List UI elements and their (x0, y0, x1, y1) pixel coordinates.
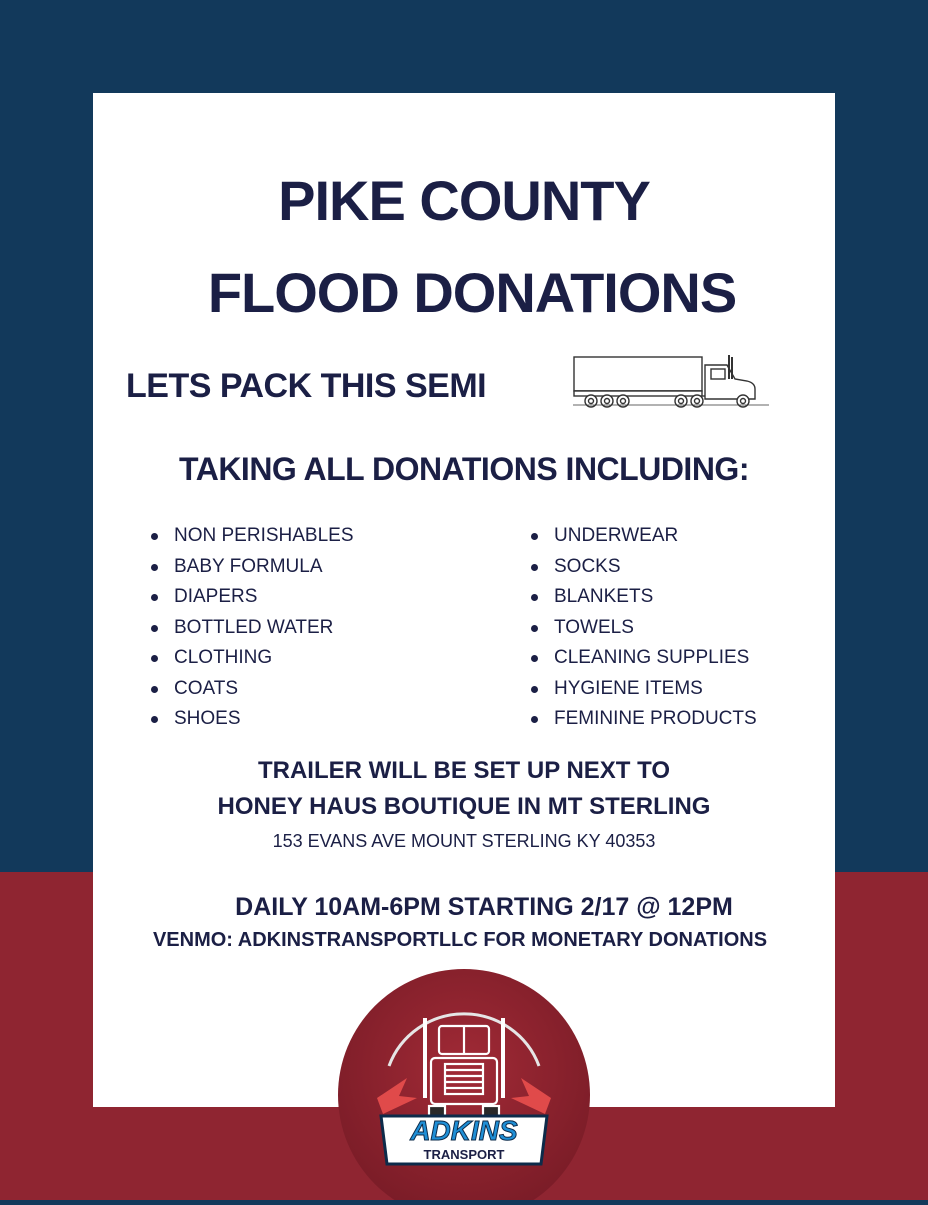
bullet-icon (151, 533, 158, 540)
bullet-icon (531, 594, 538, 601)
donation-list-right (528, 521, 757, 735)
title-line-2: FLOOD DONATIONS (207, 261, 737, 324)
bullet-icon (531, 716, 538, 723)
logo-name-text: ADKINS (410, 1115, 518, 1146)
bullet-icon (151, 686, 158, 693)
list-item: HYGIENE ITEMS (528, 674, 757, 705)
list-item: CLEANING SUPPLIES (528, 643, 757, 674)
bullet-icon (531, 564, 538, 571)
bullet-icon (531, 625, 538, 632)
list-item: SOCKS (528, 552, 757, 583)
list-item: CLOTHING (148, 643, 354, 674)
donation-list-left (148, 521, 354, 735)
flyer-card (93, 93, 835, 1107)
venmo-info: VENMO: ADKINSTRANSPORTLLC FOR MONETARY DONATIONS (152, 929, 768, 951)
list-item: UNDERWEAR (528, 521, 757, 552)
taking-donations-heading: TAKING ALL DONATIONS INCLUDING: (179, 451, 749, 487)
bullet-icon (151, 716, 158, 723)
adkins-transport-logo (337, 968, 591, 1200)
logo-graphic (337, 968, 591, 1200)
pack-semi-line: LETS PACK THIS SEMI (126, 367, 487, 405)
list-item: SHOES (148, 704, 354, 735)
bullet-icon (531, 655, 538, 662)
list-item: DIAPERS (148, 582, 354, 613)
trailer-location-line-1: TRAILER WILL BE SET UP NEXT TO (257, 757, 671, 784)
bullet-icon (151, 625, 158, 632)
street-address: 153 EVANS AVE MOUNT STERLING KY 40353 (272, 831, 656, 851)
list-item: BLANKETS (528, 582, 757, 613)
bullet-icon (151, 655, 158, 662)
list-item: COATS (148, 674, 354, 705)
list-item: FEMININE PRODUCTS (528, 704, 757, 735)
daily-hours: DAILY 10AM-6PM STARTING 2/17 @ 12PM (235, 893, 733, 921)
title-line-1: PIKE COUNTY (278, 169, 650, 232)
list-item: BOTTLED WATER (148, 613, 354, 644)
semi-truck-icon (569, 349, 789, 415)
bullet-icon (151, 594, 158, 601)
list-item: TOWELS (528, 613, 757, 644)
list-item: BABY FORMULA (148, 552, 354, 583)
trailer-location-line-2: HONEY HAUS BOUTIQUE IN MT STERLING (217, 793, 711, 820)
logo-sub-text: TRANSPORT (423, 1147, 505, 1162)
bullet-icon (531, 533, 538, 540)
bullet-icon (151, 564, 158, 571)
list-item: NON PERISHABLES (148, 521, 354, 552)
bullet-icon (531, 686, 538, 693)
